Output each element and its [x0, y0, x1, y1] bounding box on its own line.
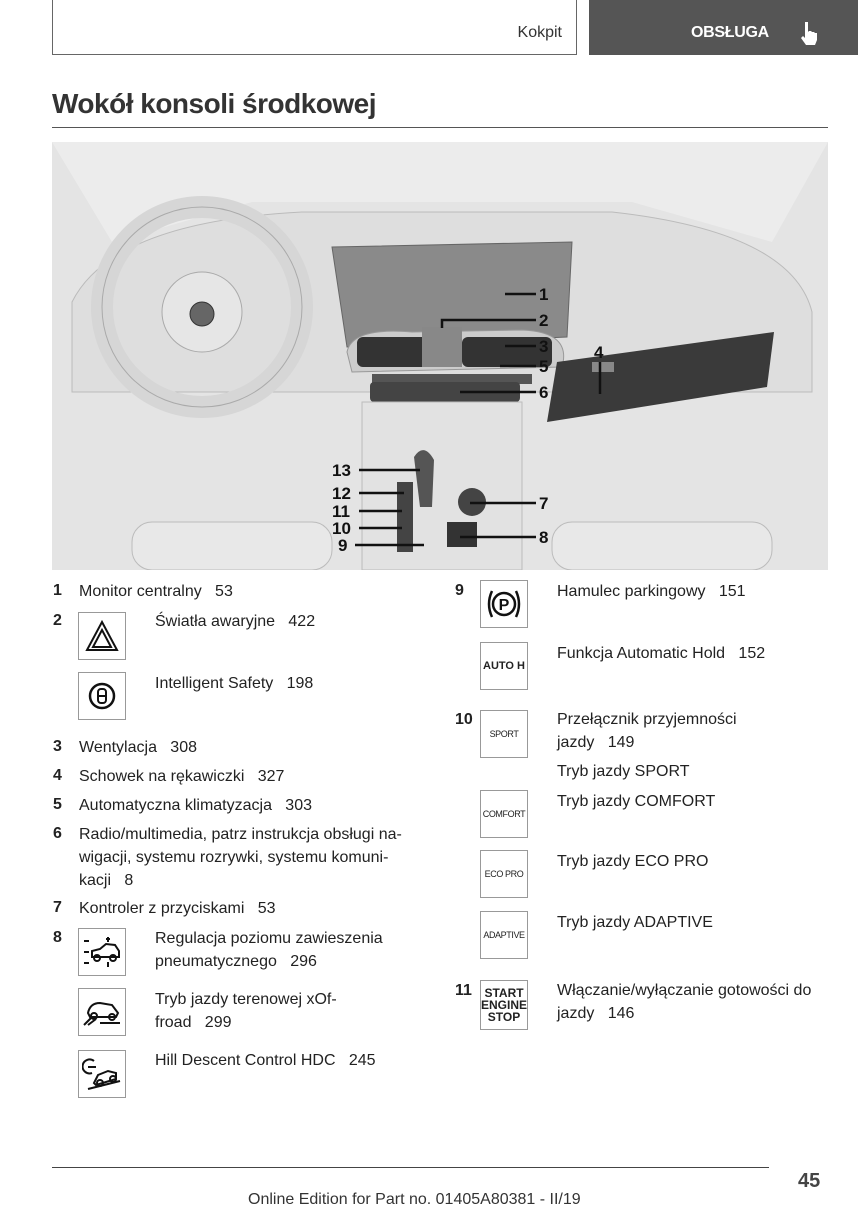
title-divider [52, 127, 828, 128]
tab-label: OBSŁUGA [691, 24, 769, 41]
item-number: 3 [53, 738, 62, 755]
auto-hold-button-icon: AUTO H [480, 642, 528, 690]
suspension-level-icon [78, 928, 126, 976]
item-text: Automatyczna klimatyzacja 303 [79, 797, 312, 814]
callout-11: 11 [332, 502, 350, 521]
callout-10: 10 [332, 519, 351, 538]
xoffroad-icon [78, 988, 126, 1036]
page-number: 45 [798, 1170, 821, 1192]
hazard-warning-icon [78, 612, 126, 660]
item-text: Wentylacja 308 [79, 739, 197, 756]
adaptive-button-icon: ADAPTIVE [480, 911, 528, 959]
callout-13: 13 [332, 461, 351, 480]
item-number: 8 [53, 929, 62, 946]
item-text: Tryb jazdy ADAPTIVE [557, 914, 713, 931]
item-number: 6 [53, 825, 62, 842]
intelligent-safety-icon [78, 672, 126, 720]
item-text: Radio/multimedia, patrz instrukcja obsługi na- wigacji, systemu rozrywki, systemu komuni- kacji 8 [79, 826, 402, 889]
item-text: Intelligent Safety 198 [155, 675, 314, 692]
item-number: 9 [455, 582, 464, 599]
item-number: 4 [53, 767, 62, 784]
sport-button-icon: SPORT [480, 710, 528, 758]
item-text: Hamulec parkingowy 151 [557, 583, 746, 600]
callout-4: 4 [594, 343, 604, 362]
header-section-box [52, 0, 577, 55]
footer-divider [52, 1167, 769, 1168]
callout-8: 8 [539, 528, 549, 547]
item-text: Kontroler z przyciskami 53 [79, 900, 276, 917]
callout-9: 9 [338, 536, 348, 555]
item-text: Włączanie/wyłączanie gotowości do jazdy 146 [557, 982, 812, 1022]
eco-pro-button-icon: ECO PRO [480, 850, 528, 898]
start-stop-button-icon: START ENGINE STOP [480, 980, 528, 1030]
callout-3: 3 [539, 337, 549, 356]
item-number: 11 [455, 982, 472, 999]
callout-5: 5 [539, 357, 549, 376]
item-text: Regulacja poziomu zawieszenia pneumatycznego 296 [155, 930, 383, 970]
item-number: 1 [53, 582, 62, 599]
callout-6: 6 [539, 383, 549, 402]
item-text: Monitor centralny 53 [79, 583, 233, 600]
item-text: Tryb jazdy COMFORT [557, 793, 716, 810]
item-text: Światła awaryjne 422 [155, 613, 316, 630]
item-text: Przełącznik przyjemności jazdy 149 [557, 711, 737, 751]
callout-2: 2 [539, 311, 549, 330]
pointing-hand-icon [799, 20, 821, 46]
item-text: Tryb jazdy ECO PRO [557, 853, 709, 870]
callout-7: 7 [539, 494, 549, 513]
hill-descent-icon [78, 1050, 126, 1098]
item-number: 10 [455, 711, 473, 728]
callout-12: 12 [332, 484, 351, 503]
item-text: Schowek na rękawiczki 327 [79, 768, 285, 785]
item-text: Hill Descent Control HDC 245 [155, 1052, 376, 1069]
item-text: Tryb jazdy terenowej xOf- froad 299 [155, 991, 337, 1031]
parking-brake-icon [480, 580, 528, 628]
section-label: Kokpit [517, 24, 562, 41]
item-number: 7 [53, 899, 62, 916]
edition-note: Online Edition for Part no. 01405A80381 - II/19 [248, 1191, 581, 1208]
page-title: Wokół konsoli środkowej [52, 88, 377, 119]
item-number: 5 [53, 796, 62, 813]
center-console-illustration [52, 142, 828, 570]
svg-text:P: P [498, 597, 510, 614]
item-text: Funkcja Automatic Hold 152 [557, 645, 766, 662]
callout-1: 1 [539, 285, 549, 304]
item-text: Tryb jazdy SPORT [557, 763, 690, 780]
item-number: 2 [53, 612, 62, 629]
comfort-button-icon: COMFORT [480, 790, 528, 838]
tab-obsluga[interactable] [589, 0, 858, 55]
